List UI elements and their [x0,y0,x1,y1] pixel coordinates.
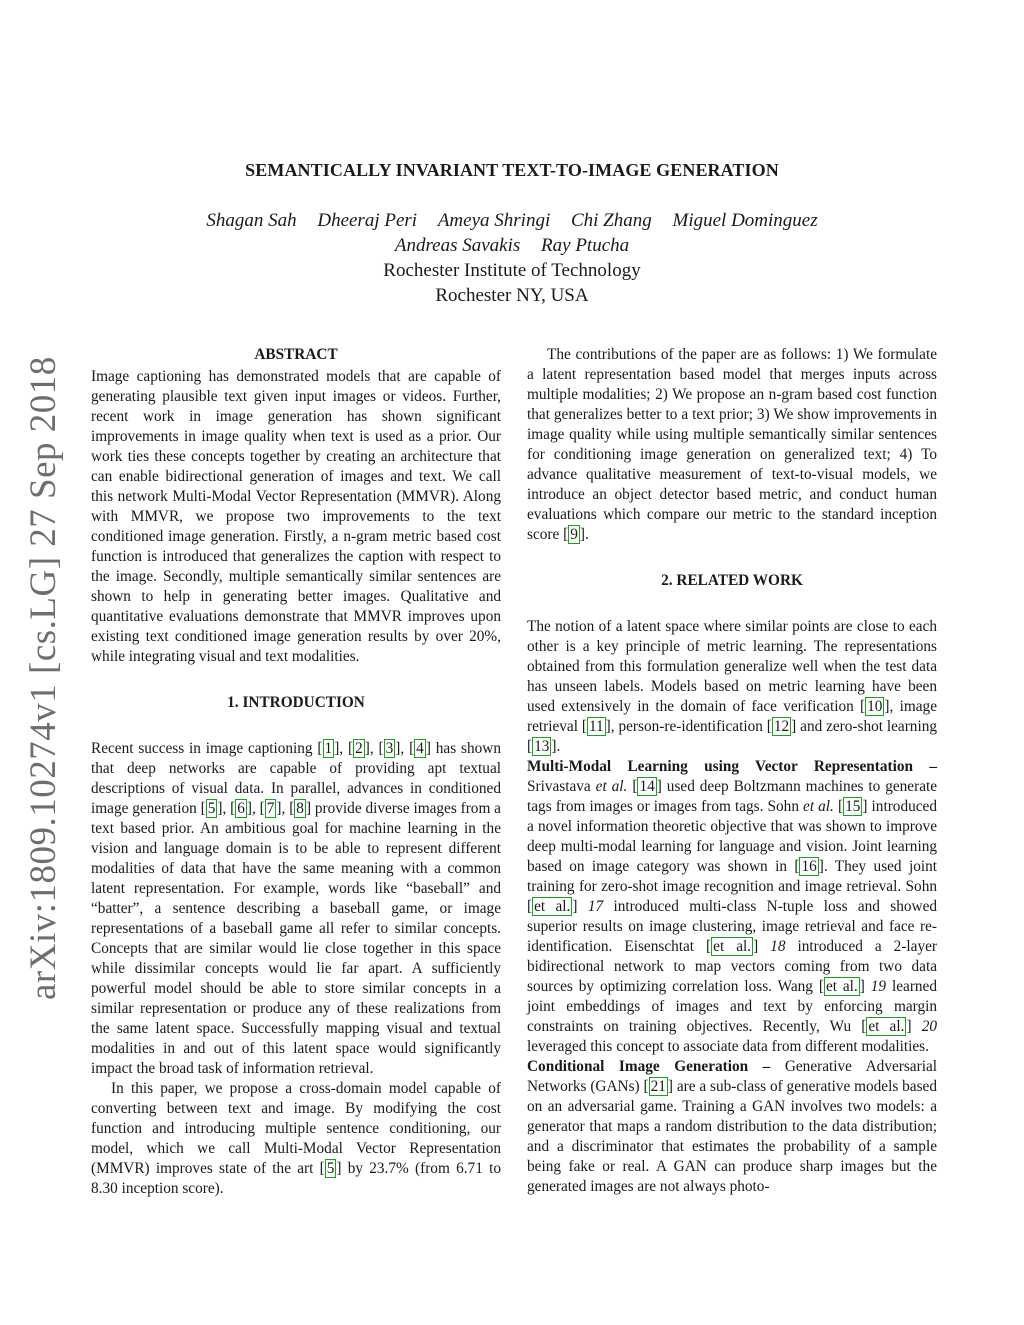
citation-link[interactable]: et al. [825,978,858,995]
left-column [91,345,501,1199]
text-run: Srivastava [527,778,596,795]
citation-link[interactable]: 5 [207,800,216,817]
text-run: The notion of a latent space where similar points are close to each other is a key principle of metric learning. The representations obtained from this formulation generalize well when the test data has unseen labels. Models based on metric learning have been used extensively in the domain of face verification [527,618,937,715]
citation-link[interactable]: 13 [534,738,550,755]
text-run: . [584,526,589,543]
arxiv-identifier[interactable]: arXiv:1809.10274v1 [cs.LG] 27 Sep 2018 [23,356,64,1000]
contributions-paragraph: The contributions of the paper are as follows: 1) We formulate a latent representation based model that merges inputs across multiple modalities; 2) We propose an n-gram based cost function that generalizes better to a text prior; 3) We show improvements in image quality while using multiple semantically similar sentences for conditioning image generation on generalized text; 4) To advance qualitative measurement of text-to-visual models, we introduce an object detector based metric, and conduct human evaluations which compare our metric to the standard inception score [ 9 ]. [527,346,937,543]
citation-link[interactable]: 5 [326,1160,335,1177]
citation-link[interactable]: 7 [266,800,275,817]
citation-link[interactable]: 16 [801,858,817,875]
citation-link[interactable]: 14 [639,778,655,795]
citation-link[interactable]: 4 [416,740,424,757]
text-run [577,898,587,915]
text-run: learned joint embeddings of images and text by enforcing margin constraints on training objectives. Recently, Wu [527,978,937,1035]
text-run: , [339,740,348,757]
text-run: introduced a 2-layer bidirectional network to map vectors coming from two data sources by optimizing correlation loss. Wang [527,938,937,995]
conditional-generation-paragraph [527,1057,937,1197]
paper-title: SEMANTICALLY INVARIANT TEXT-TO-IMAGE GENERATION [245,160,779,180]
italic-text: 19 [870,978,887,995]
text-run: , [281,800,290,817]
text-run: , [252,800,260,817]
text-run [834,798,838,815]
text-run: used deep Boltzmann machines to generate tags from images or images from tags. Sohn [527,778,938,815]
citation-link[interactable]: 10 [867,698,883,715]
text-run: The contributions of the paper are as follows: 1) We formulate a latent representation based model that merges inputs across multiple modalities; 2) We propose an n-gram based cost function that generalizes better to a text prior; 3) We show improvements in image quality while using multiple semantically similar sentences for conditioning image generation on generalized text; 4) To advance qualitative measurement of text-to-visual models, we introduce an object detector based metric, and conduct human evaluations which compare our metric to the standard inception score [527,346,937,543]
author-name: Ameya Shringi [437,210,551,231]
text-run: leveraged this concept to associate data from different modalities. [527,1038,929,1055]
author-name: Miguel Dominguez [672,210,818,231]
citation-link[interactable]: et al. [713,938,752,955]
citation-link[interactable]: 8 [296,800,304,817]
text-run: , [222,800,231,817]
citation-link[interactable]: et al. [868,1018,905,1035]
text-run: provide diverse images from a text based prior. An ambitious goal for machine learning in the vision and language domain is to be able to represent different modalities of data that have the same meaning with a common latent representation. For example, words like “baseball” and “batter”, a sentence describing a baseball game, or image representations of a baseball game all refer to similar concepts. Concepts that are similar would lie close together in this space while dissimilar concepts would lie far apart. A sufficiently powerful model should be able to store similar concepts in a similar representation or produce any of these realizations from the same latent space. Successfully mapping visual and textual modalities in and out of this latent space would significantly impact the broad task of information retrieval. [91,800,501,1077]
text-run: by 23.7% (from 6.71 to 8.30 inception score). [91,1160,501,1197]
italic-text: 20 [921,1018,937,1035]
text-run [912,1018,922,1035]
text-run: , image retrieval [527,698,937,735]
text-run: , [369,740,379,757]
right-column [527,345,937,1197]
text-run: introduced a novel information theoretic objective that was shown to improve deep multi-modal learning for language and vision. Joint learning based on image category was shown in [527,798,937,875]
citation-link[interactable]: 15 [845,798,861,815]
author-block [0,208,1024,308]
italic-text: 17 [587,898,604,915]
author-location: Rochester NY, USA [435,285,589,306]
conditional-generation-run-in-heading: Conditional Image Generation – [527,1058,771,1075]
text-run [758,938,770,955]
text-run: . They used joint training for zero-shot image recognition and image retrieval. Sohn [527,858,937,895]
italic-text: 18 [770,938,786,955]
citation-link[interactable]: et al. [534,898,571,915]
citation-link[interactable]: 1 [324,740,333,757]
text-run: has shown that deep networks are capable of providing apt textual descriptions of visual data. In parallel, advances in conditioned image generation [91,740,501,817]
text-run: and zero-shot learning [796,718,938,735]
author-names-line-2 [0,233,1024,258]
text-run: . [556,738,561,755]
author-name: Ray Ptucha [541,235,630,256]
author-name: Andreas Savakis [394,235,521,256]
text-run: , [400,740,410,757]
text-run: In this paper, we propose a cross-domain model capable of converting between text and image. By modifying the cost function and introducing multiple sentence conditioning, our model, which we call Multi-Modal Vector Representation (MMVR) improves state of the art [91,1080,501,1177]
multi-modal-run-in-heading: Multi-Modal Learning using Vector Representation – [527,758,937,775]
author-name: Chi Zhang [570,210,652,231]
related-work-paragraph-1: The notion of a latent space where similar points are close to each other is a key principle of metric learning. The representations obtained from this formulation generalize well when the test data has unseen labels. Models based on metric learning have been used extensively in the domain of face verification [ 10 ], image retrieval [ 11 ], person-re-identification [ 12 ] and zero-shot learning [ 13 ]. [527,618,938,755]
text-run: Generative Adversarial Networks (GANs) [527,1058,937,1095]
multi-modal-body: Srivastava et al. [ 14 ] used deep Boltzmann machines to generate tags from images or images from tags. Sohn et al. [ 15 ] introduced a novel information theoretic objective that was shown to improve deep multi-modal learning for language and vision. Joint learning based on image category was shown in [ 16 ]. They used joint training for zero-shot image recognition and image retrieval. Sohn [ et al. ] 17 introduced multi-class N-tuple loss and showed superior results on image clustering, image retrieval and face re-identification. Eisenschtat [ et al. ] 18 introduced a 2-layer bidirectional network to map vectors coming from two data sources by optimizing correlation loss. Wang [ et al. ] 19 learned joint embeddings of images and text by enforcing margin constraints on training objectives. Recently, Wu [ et al. ] 20 leveraged this concept to associate data from different modalities. [527,778,938,1055]
multi-modal-paragraph [527,757,937,1057]
italic-text: et al. [803,798,834,815]
author-name: Shagan Sah [206,210,297,231]
citation-link[interactable]: 6 [237,800,245,817]
citation-link[interactable]: 3 [385,740,394,757]
intro-paragraph-1: Recent success in image captioning [ 1 ], [ 2 ], [ 3 ], [ 4 ] has shown that deep networks are capable of providing apt textual descriptions of visual data. In parallel, advances in conditioned image generation [ 5 ], [ 6 ], [ 7 ], [ 8 ] provide diverse images from a text based prior. An ambitious goal for machine learning in the vision and language domain is to be able to represent different modalities of data that have the same meaning with a common latent representation. For example, words like “baseball” and “batter”, a sentence describing a baseball game, or image representations of a baseball game all refer to similar concepts. Concepts that are similar would lie close together in this space while dissimilar concepts would lie far apart. A sufficiently powerful model should be able to store similar concepts in a similar representation or produce any of these realizations from the same latent space. Successfully mapping visual and textual modalities in and out of this latent space would significantly impact the broad task of information retrieval. [91,740,501,1077]
italic-text: et al. [595,778,628,795]
text-run: , person-re-identification [610,718,767,735]
conditional-generation-body: Generative Adversarial Networks (GANs) [ 21 ] are a sub-class of generative models based on an adversarial game. Training a GAN involves two models: a generator that maps a random distribution to the data distribution; and a discriminator that estimates the probability of a sample being fake or real. A GAN can produce sharp images but the generated images are not always photo- [527,1058,937,1195]
introduction-heading: 1. INTRODUCTION [227,694,365,711]
text-run: introduced multi-class N-tuple loss and showed superior results on image clustering, image retrieval and face re-identification. Eisenschtat [527,898,938,955]
citation-link[interactable]: 2 [355,740,363,757]
intro-paragraph-2: In this paper, we propose a cross-domain model capable of converting between text and image. By modifying the cost function and introducing multiple sentence conditioning, our model, which we call Multi-Modal Vector Representation (MMVR) improves state of the art [ 5 ] by 23.7% (from 6.71 to 8.30 inception score). [91,1080,501,1197]
author-names-line-1 [0,208,1024,233]
text-run: Recent success in image captioning [91,740,318,757]
text-run: are a sub-class of generative models based on an adversarial game. Training a GAN involves two models: a generator that maps a random distribution to the data distribution; and a discriminator that estimates the probability of a sample being fake or real. A GAN can produce sharp images but the generated images are not always photo- [527,1078,937,1195]
citation-link[interactable]: 12 [773,718,790,735]
author-affiliation: Rochester Institute of Technology [383,260,641,281]
abstract-heading: ABSTRACT [254,346,338,363]
abstract-text: Image captioning has demonstrated models that are capable of generating plausible text given input images or videos. Further, recent work in image generation has shown significant improvements in image quality when text is used as a prior. Our work ties these concepts together by creating an architecture that can enable bidirectional generation of images and text. We call this network Multi-Modal Vector Representation (MMVR). Along with MMVR, we propose two improvements to the text conditioned image generation. Firstly, a n-gram metric based cost function is introduced that generalizes the caption with respect to the image. Secondly, multiple semantically similar sentences are shown to help in generating better images. Qualitative and quantitative evaluations demonstrate that MMVR improves upon existing text conditioned image generation results by over 20%, while integrating visual and text modalities. [91,368,501,665]
citation-link[interactable]: 9 [570,526,578,543]
text-run [627,778,632,795]
related-work-heading: 2. RELATED WORK [661,572,803,589]
citation-link[interactable]: 11 [588,718,604,735]
citation-link[interactable]: 21 [650,1078,666,1095]
author-name: Dheeraj Peri [317,210,418,231]
